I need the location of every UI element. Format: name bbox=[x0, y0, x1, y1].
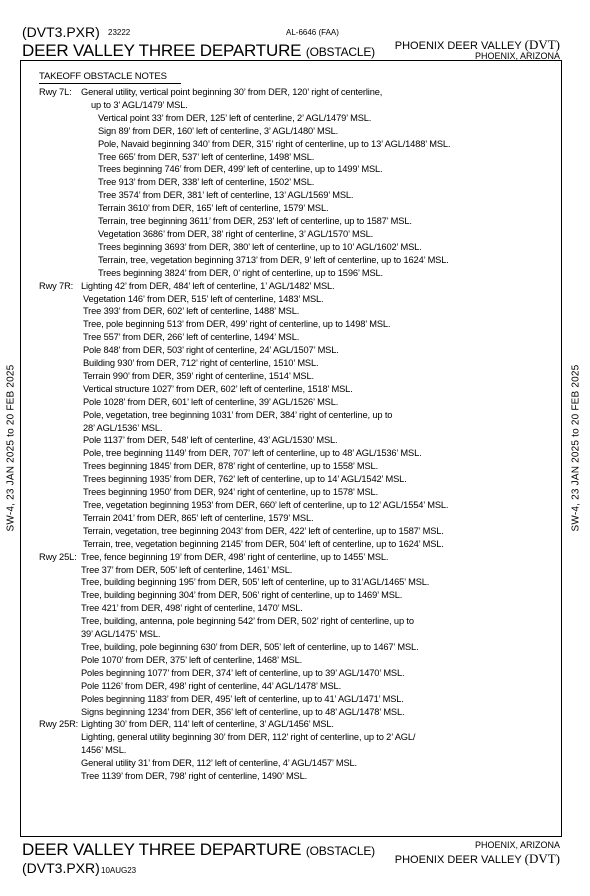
obstacle-note bbox=[81, 447, 553, 460]
obstacle-note bbox=[81, 370, 553, 383]
runway-section bbox=[23, 718, 553, 783]
obstacle-note bbox=[81, 305, 553, 318]
footer-title-text: DEER VALLEY THREE DEPARTURE bbox=[22, 840, 302, 859]
obstacle-note bbox=[81, 396, 553, 409]
footer-airport bbox=[395, 851, 560, 867]
runway-label: Rwy 7L: bbox=[39, 87, 72, 97]
obstacle-note-line: Vegetation 3686’ from DER, 38’ right of centerline, 3’ AGL/1570’ MSL. bbox=[98, 228, 374, 239]
runway-section bbox=[23, 280, 553, 551]
obstacle-note bbox=[81, 486, 553, 499]
obstacle-note bbox=[81, 473, 553, 486]
obstacle-note bbox=[81, 615, 553, 641]
obstacle-note-line: Tree 1139’ from DER, 798’ right of centerline, 1490’ MSL. bbox=[81, 771, 308, 782]
obstacle-note-line: Tree, building beginning 195’ from DER, 505’ left of centerline, up to 31’AGL/1465’ MSL. bbox=[81, 577, 430, 588]
obstacle-list bbox=[81, 551, 553, 719]
obstacle-note-line: Vegetation 146’ from DER, 515’ left of centerline, 1483’ MSL. bbox=[83, 293, 324, 304]
obstacle-note bbox=[81, 331, 553, 344]
obstacle-note bbox=[81, 241, 553, 254]
obstacle-note bbox=[81, 706, 553, 719]
obstacle-note-line: Terrain, tree, vegetation beginning 2145’ from DER, 504’ left of centerline, up to 1624’ MSL. bbox=[83, 538, 444, 549]
obstacle-note-line: Pole 1028’ from DER, 601’ left of centerline, 39’ AGL/1526’ MSL. bbox=[83, 396, 339, 407]
obstacle-note bbox=[81, 731, 553, 757]
obstacle-note-line: Tree 421’ from DER, 498’ right of centerline, 1470’ MSL. bbox=[81, 603, 303, 614]
obstacle-note-line: Pole 1070’ from DER, 375’ left of centerline, 1468’ MSL. bbox=[81, 654, 303, 665]
al-number: AL-6646 (FAA) bbox=[286, 28, 339, 37]
obstacle-note-line: Terrain 3610’ from DER, 165’ left of centerline, 1579’ MSL. bbox=[98, 203, 329, 214]
obstacle-note bbox=[81, 176, 553, 189]
obstacle-note bbox=[81, 525, 553, 538]
footer-airport-text: PHOENIX DEER VALLEY bbox=[394, 854, 522, 866]
runway-label: Rwy 25R: bbox=[39, 719, 79, 730]
obstacle-note-line: Terrain, tree beginning 3611’ from DER, 253’ left of centerline, up to 1587’ MSL. bbox=[98, 216, 412, 227]
obstacle-note bbox=[81, 138, 553, 151]
obstacle-note bbox=[81, 267, 553, 280]
obstacle-list bbox=[81, 718, 553, 783]
obstacle-note-line: Trees beginning 1935’ from DER, 762’ left of centerline, up to 14’ AGL/1542’ MSL. bbox=[83, 474, 407, 485]
obstacle-note-line: Lighting 42’ from DER, 484’ left of centerline, 1’ AGL/1482’ MSL. bbox=[81, 280, 335, 291]
obstacle-note bbox=[81, 654, 553, 667]
obstacle-note bbox=[81, 576, 553, 589]
footer-city: PHOENIX, ARIZONA bbox=[474, 840, 560, 850]
obstacle-note-line: Terrain 990’ from DER, 359’ right of centerline, 1514’ MSL. bbox=[83, 370, 314, 381]
effective-dates-right: SW-4, 23 JAN 2025 to 20 FEB 2025 bbox=[570, 364, 582, 532]
obstacle-note bbox=[81, 357, 553, 370]
procedure-number: 23222 bbox=[108, 28, 131, 37]
obstacle-note-line: Signs beginning 1234’ from DER, 356’ left of centerline, up to 48’ AGL/1478’ MSL. bbox=[81, 706, 405, 717]
obstacle-note bbox=[81, 344, 553, 357]
obstacle-note-line: Pole, tree beginning 1149’ from DER, 707’ left of centerline, up to 48’ AGL/1536’ MSL. bbox=[83, 448, 422, 459]
obstacle-note-line: General utility, vertical point beginning 30’ from DER, 120’ right of centerline, bbox=[81, 87, 383, 97]
obstacle-note-line: Lighting 30’ from DER, 114’ left of centerline, 3’ AGL/1456’ MSL. bbox=[81, 719, 334, 730]
obstacle-note bbox=[81, 383, 553, 396]
obstacle-note-line: Tree 37’ from DER, 505’ left of centerline, 1461’ MSL. bbox=[81, 564, 293, 575]
obstacle-note bbox=[81, 693, 553, 706]
obstacle-note bbox=[81, 86, 553, 112]
obstacle-note-line: Trees beginning 1950’ from DER, 924’ right of centerline, up to 1578’ MSL. bbox=[83, 487, 379, 498]
title-subtitle: (OBSTACLE) bbox=[305, 45, 375, 59]
obstacle-note-line: Pole 1126’ from DER, 498’ right of centerline, 44’ AGL/1478’ MSL. bbox=[81, 680, 342, 691]
obstacle-note-line: Vertical structure 1027’ from DER, 602’ left of centerline, 1518’ MSL. bbox=[83, 383, 353, 394]
airport-city: PHOENIX, ARIZONA bbox=[474, 51, 560, 61]
obstacle-note-line: Terrain 2041’ from DER, 865’ left of centerline, 1579’ MSL. bbox=[83, 512, 314, 523]
takeoff-obstacle-notes bbox=[23, 70, 553, 783]
obstacle-note bbox=[81, 202, 553, 215]
footer-procedure-code: (DVT3.PXR) bbox=[22, 860, 100, 876]
obstacle-note-line: Pole, Navaid beginning 340’ from DER, 315’ right of centerline, up to 13’ AGL/1488’ MSL. bbox=[98, 138, 451, 149]
obstacle-note-line: Tree 913’ from DER, 338’ left of centerline, 1502’ MSL. bbox=[98, 177, 315, 188]
obstacle-note bbox=[81, 460, 553, 473]
effective-dates-left: SW-4, 23 JAN 2025 to 20 FEB 2025 bbox=[5, 364, 17, 532]
obstacle-note bbox=[81, 538, 553, 551]
obstacle-note-line: Tree, vegetation beginning 1953’ from DER, 660’ left of centerline, up to 12’ AGL/1554’ MSL. bbox=[83, 500, 449, 510]
obstacle-note bbox=[81, 551, 553, 564]
obstacle-note-line: Terrain, tree, vegetation beginning 3713’ from DER, 9’ left of centerline, up to 1624’ MSL. bbox=[98, 254, 449, 265]
obstacle-note-line: Tree, building beginning 304’ from DER, 506’ right of centerline, up to 1469’ MSL. bbox=[81, 590, 403, 601]
obstacle-note-line: Lighting, general utility beginning 30’ from DER, 112’ right of centerline, up to 2’ AGL/ bbox=[81, 732, 416, 743]
obstacle-note bbox=[81, 125, 553, 138]
obstacle-note-line: Trees beginning 3824’ from DER, 0’ right of centerline, up to 1596’ MSL. bbox=[98, 267, 383, 278]
obstacle-note bbox=[81, 434, 553, 447]
obstacle-note-line: 28’ AGL/1536’ MSL. bbox=[83, 422, 163, 433]
amendment-date: 10AUG23 bbox=[101, 866, 137, 875]
obstacle-note bbox=[81, 602, 553, 615]
airport-code: (DVT) bbox=[524, 37, 560, 52]
obstacle-note-line: General utility 31’ from DER, 112’ left of centerline, 4’ AGL/1457’ MSL. bbox=[81, 758, 357, 769]
obstacle-note bbox=[81, 293, 553, 306]
footer-title bbox=[22, 840, 375, 860]
obstacle-list bbox=[81, 280, 553, 551]
obstacle-note-line: Tree, fence beginning 19’ from DER, 498’ right of centerline, up to 1455’ MSL. bbox=[81, 551, 389, 562]
runway-section bbox=[23, 551, 553, 719]
obstacle-note bbox=[81, 770, 553, 783]
obstacle-note-line: Tree, pole beginning 513’ from DER, 499’ right of centerline, up to 1498’ MSL. bbox=[83, 319, 391, 330]
obstacle-note bbox=[81, 499, 553, 512]
obstacle-note-line: up to 3’ AGL/1479’ MSL. bbox=[91, 99, 188, 110]
obstacle-note-line: Trees beginning 3693’ from DER, 380’ left of centerline, up to 10’ AGL/1602’ MSL. bbox=[98, 241, 422, 252]
obstacle-note-line: Trees beginning 1845’ from DER, 878’ right of centerline, up to 1558’ MSL. bbox=[83, 461, 379, 472]
airport-name-text: PHOENIX DEER VALLEY bbox=[394, 40, 522, 52]
obstacle-note-line: Poles beginning 1183’ from DER, 495’ left of centerline, up to 41’ AGL/1471’ MSL. bbox=[81, 693, 404, 704]
procedure-code: (DVT3.PXR) bbox=[22, 24, 100, 40]
obstacle-note-line: Tree, building, pole beginning 630’ from DER, 505’ left of centerline, up to 1467’ MSL. bbox=[81, 641, 419, 652]
obstacle-note-line: Tree 393’ from DER, 602’ left of centerline, 1488’ MSL. bbox=[83, 306, 300, 317]
obstacle-note bbox=[81, 280, 553, 293]
runway-list bbox=[23, 86, 553, 783]
obstacle-note bbox=[81, 680, 553, 693]
runway-label: Rwy 7R: bbox=[39, 280, 74, 291]
obstacle-note bbox=[81, 318, 553, 331]
obstacle-note bbox=[81, 215, 553, 228]
obstacle-note-line: Tree 3574’ from DER, 381’ left of centerline, 13’ AGL/1569’ MSL. bbox=[98, 190, 354, 201]
footer-title-subtitle: (OBSTACLE) bbox=[305, 844, 375, 858]
obstacle-note-line: Sign 89’ from DER, 160’ left of centerline, 3’ AGL/1480’ MSL. bbox=[98, 125, 339, 136]
title-text: DEER VALLEY THREE DEPARTURE bbox=[22, 41, 302, 60]
obstacle-note-line: Building 930’ from DER, 712’ right of centerline, 1510’ MSL. bbox=[83, 358, 319, 369]
notes-heading: TAKEOFF OBSTACLE NOTES bbox=[39, 70, 181, 84]
obstacle-note bbox=[81, 757, 553, 770]
obstacle-note-line: Pole, vegetation, tree beginning 1031’ from DER, 384’ right of centerline, up to bbox=[83, 409, 393, 420]
obstacle-list bbox=[81, 86, 553, 280]
obstacle-note bbox=[81, 163, 553, 176]
obstacle-note bbox=[81, 641, 553, 654]
obstacle-note bbox=[81, 189, 553, 202]
page-title bbox=[22, 41, 375, 61]
obstacle-note-line: Pole 848’ from DER, 503’ right of centerline, 24’ AGL/1507’ MSL. bbox=[83, 345, 339, 356]
obstacle-note bbox=[81, 512, 553, 525]
obstacle-note bbox=[81, 228, 553, 241]
obstacle-note bbox=[81, 564, 553, 577]
obstacle-note bbox=[81, 667, 553, 680]
obstacle-note-line: Tree, building, antenna, pole beginning 542’ from DER, 502’ right of centerline, up to bbox=[81, 616, 414, 627]
runway-section bbox=[23, 86, 553, 280]
obstacle-note bbox=[81, 718, 553, 731]
obstacle-note-line: Pole 1137’ from DER, 548’ left of centerline, 43’ AGL/1530’ MSL. bbox=[83, 435, 338, 446]
obstacle-note-line: Vertical point 33’ from DER, 125’ left of centerline, 2’ AGL/1479’ MSL. bbox=[98, 112, 372, 123]
runway-label: Rwy 25L: bbox=[39, 551, 77, 562]
obstacle-note bbox=[81, 112, 553, 125]
obstacle-note bbox=[81, 589, 553, 602]
footer-airport-code: (DVT) bbox=[524, 851, 560, 866]
obstacle-note bbox=[81, 409, 553, 435]
obstacle-note-line: Tree 557’ from DER, 266’ left of centerline, 1494’ MSL. bbox=[83, 332, 300, 343]
obstacle-note-line: Poles beginning 1077’ from DER, 374’ left of centerline, up to 39’ AGL/1470’ MSL. bbox=[81, 667, 405, 678]
obstacle-note bbox=[81, 151, 553, 164]
obstacle-note-line: 1456’ MSL. bbox=[81, 745, 127, 756]
obstacle-note-line: Terrain, vegetation, tree beginning 2043’ from DER, 422’ left of centerline, up to 1587’ MSL. bbox=[83, 525, 444, 536]
obstacle-note-line: Trees beginning 746’ from DER, 499’ left of centerline, up to 1499’ MSL. bbox=[98, 164, 383, 175]
obstacle-note-line: Tree 665’ from DER, 537’ left of centerline, 1498’ MSL. bbox=[98, 151, 315, 162]
obstacle-note bbox=[81, 254, 553, 267]
obstacle-note-line: 39’ AGL/1475’ MSL. bbox=[81, 629, 161, 640]
